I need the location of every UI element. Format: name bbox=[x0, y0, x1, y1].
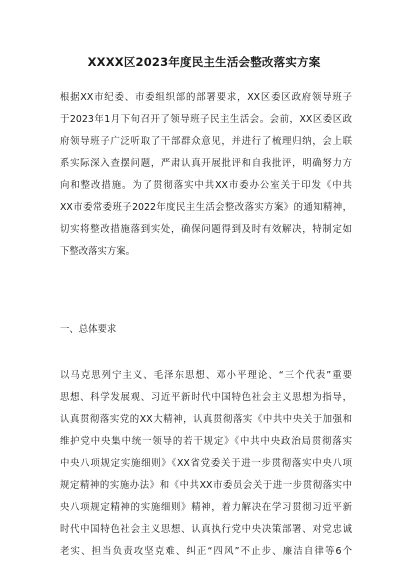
paragraph-line: 老实、担当负责攻坚克难、纠正“四风”不止步、廉洁自律等6个 bbox=[60, 546, 352, 557]
paragraph-line: 认真贯彻落实党的XX大精神，认真贯彻落实《中共中央关于加强和 bbox=[60, 414, 352, 425]
section-heading: 一、总体要求 bbox=[60, 324, 117, 335]
paragraph-line: 时代中国特色社会主义思想、认真执行党中央决策部署、对党忠诚 bbox=[60, 524, 352, 535]
paragraph-line: 中央八项规定实施细则》《XX省党委关于进一步贯彻落实中央八项 bbox=[60, 458, 352, 469]
paragraph-line: 以马克思列宁主义、毛泽东思想、邓小平理论、“三个代表”重要 bbox=[60, 370, 352, 381]
paragraph-line: 维护党中央集中统一领导的若干规定》《中共中央政治局贯彻落实 bbox=[60, 436, 352, 447]
paragraph-line: 思想、科学发展观、习近平新时代中国特色社会主义思想为指导， bbox=[60, 392, 352, 403]
paragraph-line: XX市委常委班子2022年度民主生活会整改落实方案》的通知精神， bbox=[60, 202, 352, 213]
paragraph-line: 向和整改措施。为了贯彻落实中共XX市委办公室关于印发《中共 bbox=[60, 180, 352, 191]
section-paragraph bbox=[60, 365, 352, 563]
paragraph-line: 下整改落实方案。 bbox=[60, 246, 136, 257]
paragraph-line: 府领导班子广泛听取了干部群众意见，并进行了梳理归纳，会上联 bbox=[60, 136, 352, 147]
paragraph-line: 系实际深入查摆问题，严肃认真开展批评和自我批评，明确努力方 bbox=[60, 158, 352, 169]
paragraph-line: 于2023年1月下旬召开了领导班子民主生活会。会前，XX区委区政 bbox=[60, 114, 352, 125]
paragraph-line: 规定精神的实施办法》和《中共XX市委员会关于进一步贯彻落实中 bbox=[60, 480, 352, 491]
document-title: XXXX区2023年度民主生活会整改落实方案 bbox=[87, 55, 321, 69]
intro-paragraph bbox=[60, 87, 352, 263]
paragraph-line: 央八项规定精神的实施细则》精神，着力解决在学习贯彻习近平新 bbox=[60, 502, 352, 513]
paragraph-line: 切实将整改措施落到实处，确保问题得到及时有效解决，特制定如 bbox=[60, 224, 352, 235]
paragraph-line: 根据XX市纪委、市委组织部的部署要求，XX区委区政府领导班子 bbox=[60, 92, 352, 103]
